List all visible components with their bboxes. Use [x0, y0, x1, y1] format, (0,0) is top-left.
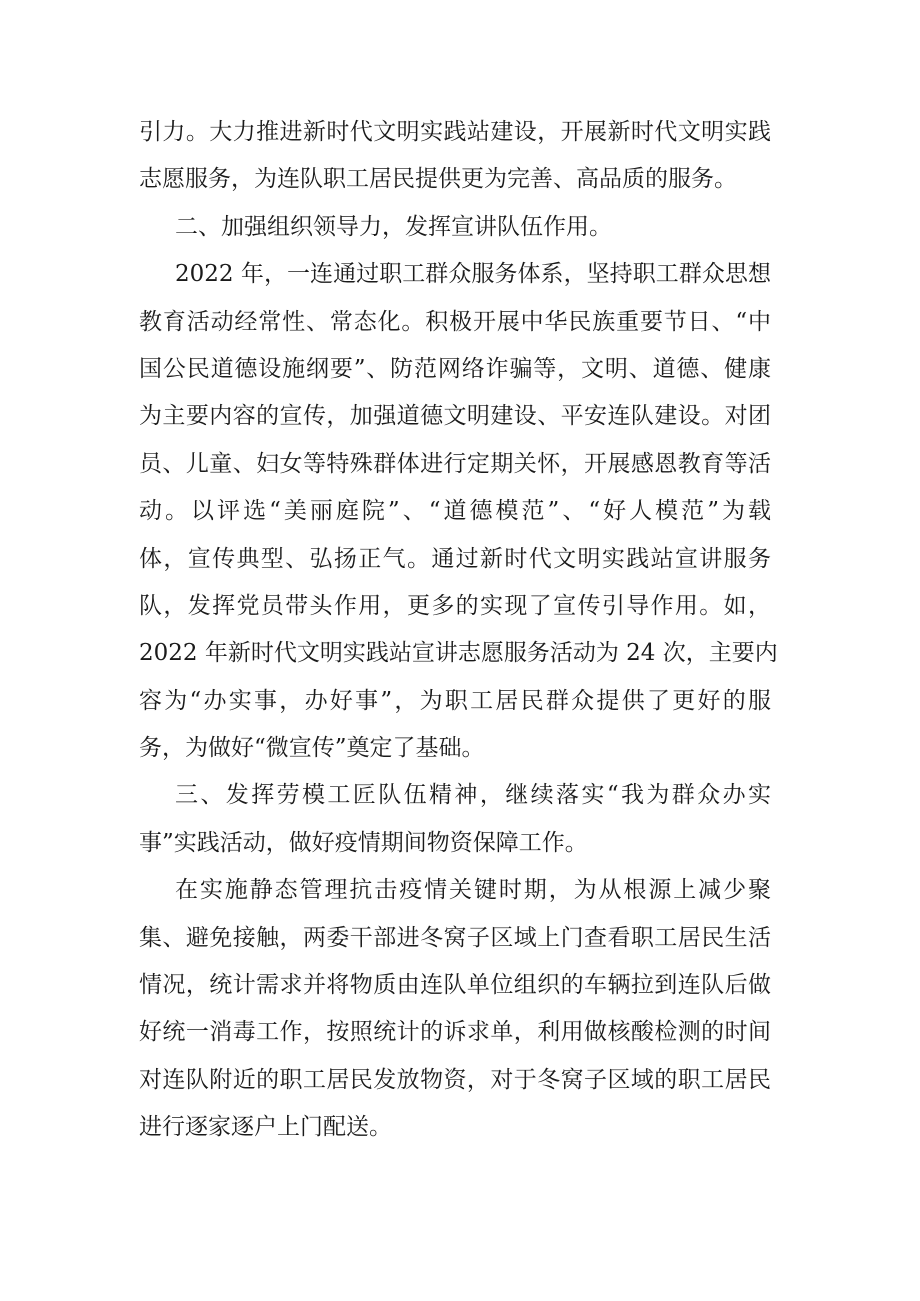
text-line: 体，宣传典型、弘扬正气。通过新时代文明实践站宣讲服务 [139, 545, 771, 572]
body-text [139, 109, 778, 1152]
text-line: 志愿服务，为连队职工居民提供更为完善、高品质的服务。 [139, 166, 737, 193]
text-line: 员、儿童、妇女等特殊群体进行定期关怀，开展感恩教育等活 [139, 450, 771, 477]
text-line: 好统一消毒工作，按照统计的诉求单，利用做核酸检测的时间 [139, 1019, 771, 1046]
text-line: 对连队附近的职工居民发放物资，对于冬窝子区域的职工居民 [139, 1066, 771, 1093]
text-line: 集、避免接触，两委干部进冬窝子区域上门查看职工居民生活 [139, 924, 771, 951]
section-heading: 三、发挥劳模工匠队伍精神，继续落实“我为群众办实 [175, 782, 771, 809]
text-line: 务，为做好“微宣传”奠定了基础。 [139, 735, 485, 762]
text-line: 教育活动经常性、常态化。积极开展中华民族重要节日、“中 [139, 308, 771, 335]
section-heading: 事”实践活动，做好疫情期间物资保障工作。 [139, 829, 588, 856]
section-heading: 二、加强组织领导力，发挥宣讲队伍作用。 [175, 213, 612, 240]
text-line: 情况，统计需求并将物质由连队单位组织的车辆拉到连队后做 [139, 972, 771, 999]
text-line: 为主要内容的宣传，加强道德文明建设、平安连队建设。对团 [139, 403, 771, 430]
text-line: 引力。大力推进新时代文明实践站建设，开展新时代文明实践 [139, 119, 771, 145]
text-line: 容为“办实事，办好事”，为职工居民群众提供了更好的服 [139, 687, 771, 714]
text-line: 队，发挥党员带头作用，更多的实现了宣传引导作用。如， [139, 592, 771, 619]
text-line: 在实施静态管理抗击疫情关键时期，为从根源上减少聚 [175, 877, 771, 904]
text-line: 2022 年，一连通过职工群众服务体系，坚持职工群众思想 [175, 261, 771, 288]
text-line: 动。以评选“美丽庭院”、“道德模范”、“好人模范”为载 [139, 498, 771, 525]
text-line: 进行逐家逐户上门配送。 [139, 1114, 392, 1141]
text-line: 2022 年新时代文明实践站宣讲志愿服务活动为 24 次，主要内 [139, 640, 778, 667]
text-line: 国公民道德设施纲要”、防范网络诈骗等，文明、道德、健康 [139, 355, 771, 382]
